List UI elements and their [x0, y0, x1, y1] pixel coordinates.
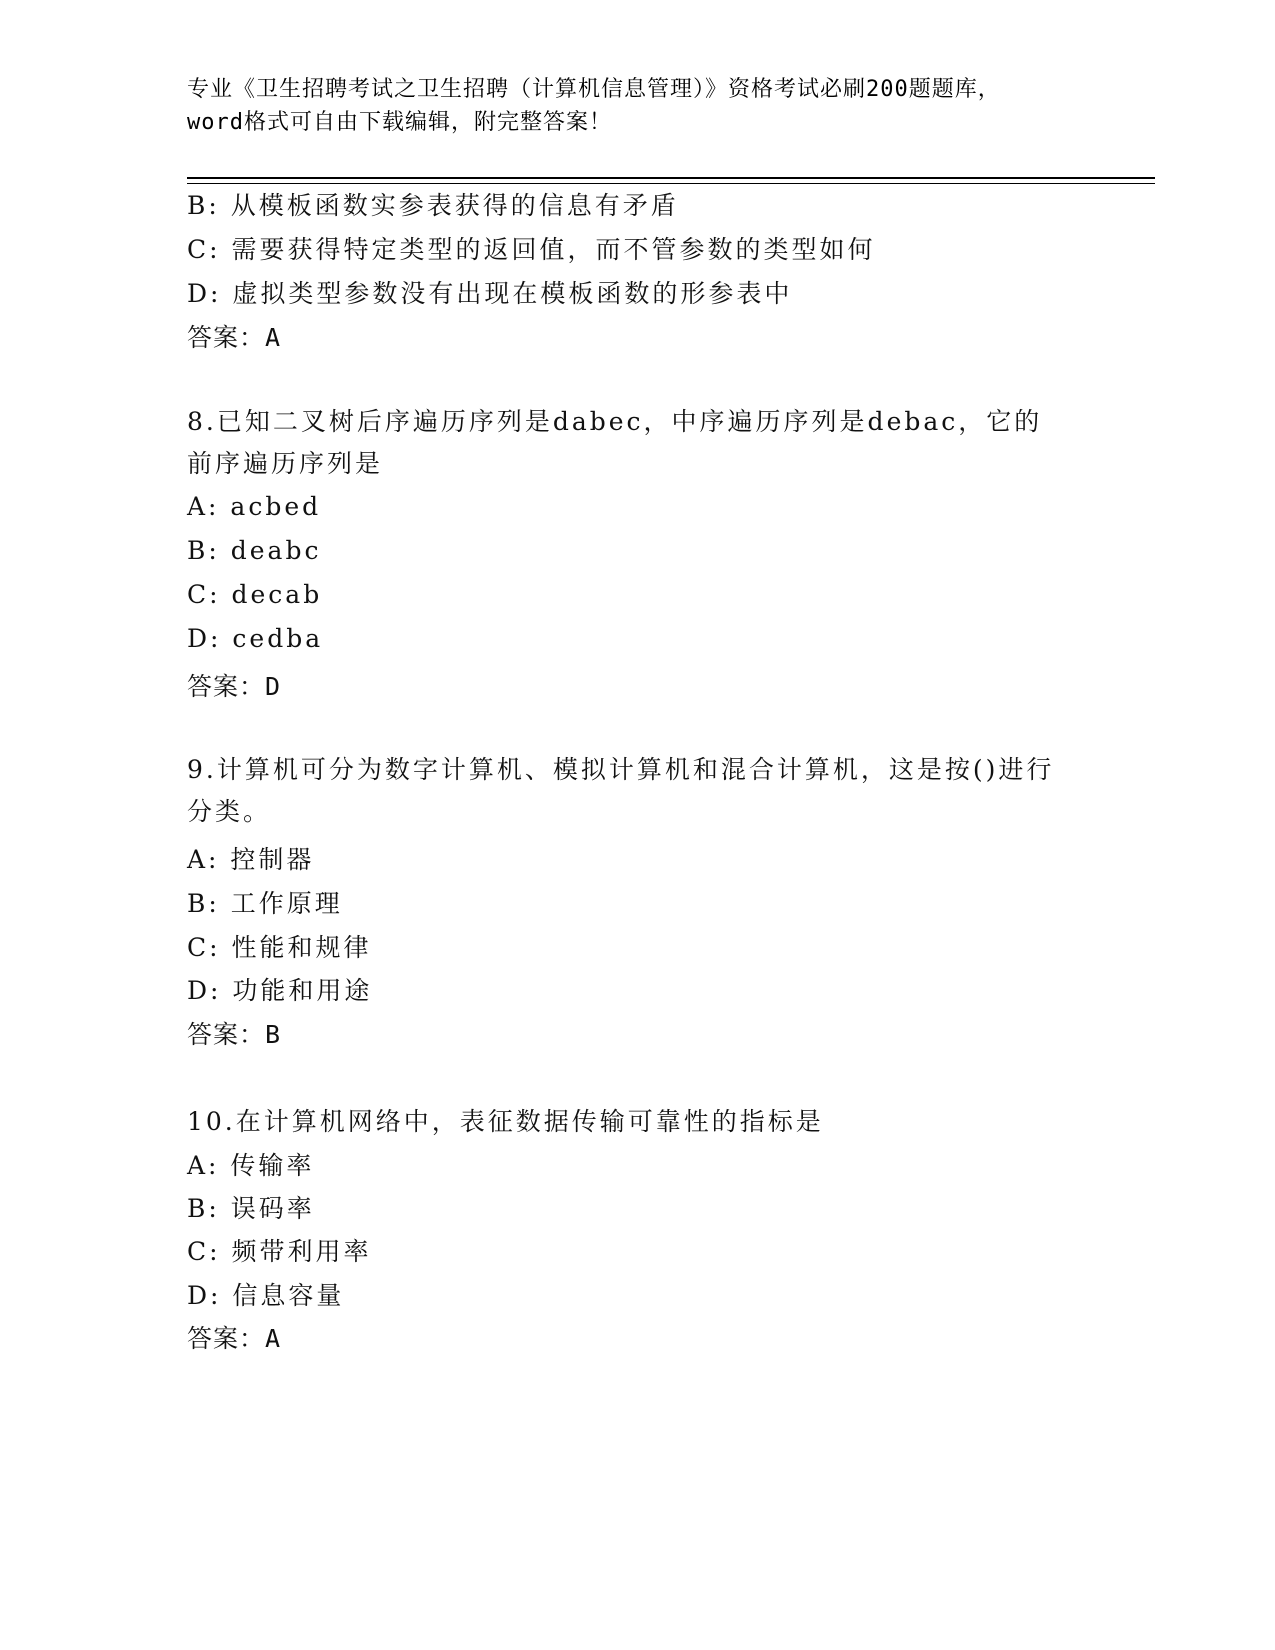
- question-8-option-d: D: cedba: [187, 624, 324, 653]
- question-10-option-c: C: 频带利用率: [187, 1237, 372, 1266]
- option-b: B: 从模板函数实参表获得的信息有矛盾: [187, 191, 679, 220]
- question-8-option-a: A: acbed: [187, 492, 322, 521]
- option-d: D: 虚拟类型参数没有出现在模板函数的形参表中: [187, 279, 793, 308]
- header-divider-thin: [187, 183, 1155, 184]
- question-8-option-c: C: decab: [187, 580, 323, 609]
- question-9-option-a: A: 控制器: [187, 845, 315, 874]
- option-c: C: 需要获得特定类型的返回值，而不管参数的类型如何: [187, 235, 876, 264]
- answer: 答案：A: [187, 323, 282, 352]
- question-9-option-b: B: 工作原理: [187, 889, 343, 918]
- question-9-stem: 9.计算机可分为数字计算机、模拟计算机和混合计算机，这是按()进行分类。: [187, 755, 1055, 826]
- question-10-option-a: A: 传输率: [187, 1151, 315, 1180]
- question-9-option-d: D: 功能和用途: [187, 976, 373, 1005]
- question-10-option-d: D: 信息容量: [187, 1281, 345, 1310]
- question-10-stem: 10.在计算机网络中，表征数据传输可靠性的指标是: [187, 1107, 824, 1136]
- question-9-option-c: C: 性能和规律: [187, 933, 372, 962]
- question-10-option-b: B: 误码率: [187, 1194, 315, 1223]
- header-line-1: 专业《卫生招聘考试之卫生招聘（计算机信息管理）》资格考试必刷200题题库，: [187, 77, 1001, 102]
- question-9-answer: 答案：B: [187, 1020, 282, 1049]
- question-8-stem: 8.已知二叉树后序遍历序列是dabec，中序遍历序列是debac，它的前序遍历序列是: [187, 407, 1043, 478]
- question-8-answer: 答案：D: [187, 672, 282, 701]
- document-header: [187, 73, 1087, 139]
- question-10-answer: 答案：A: [187, 1324, 282, 1353]
- question-8-option-b: B: deabc: [187, 536, 322, 565]
- header-divider: [187, 177, 1155, 179]
- header-line-2: word格式可自由下载编辑，附完整答案！: [187, 110, 612, 135]
